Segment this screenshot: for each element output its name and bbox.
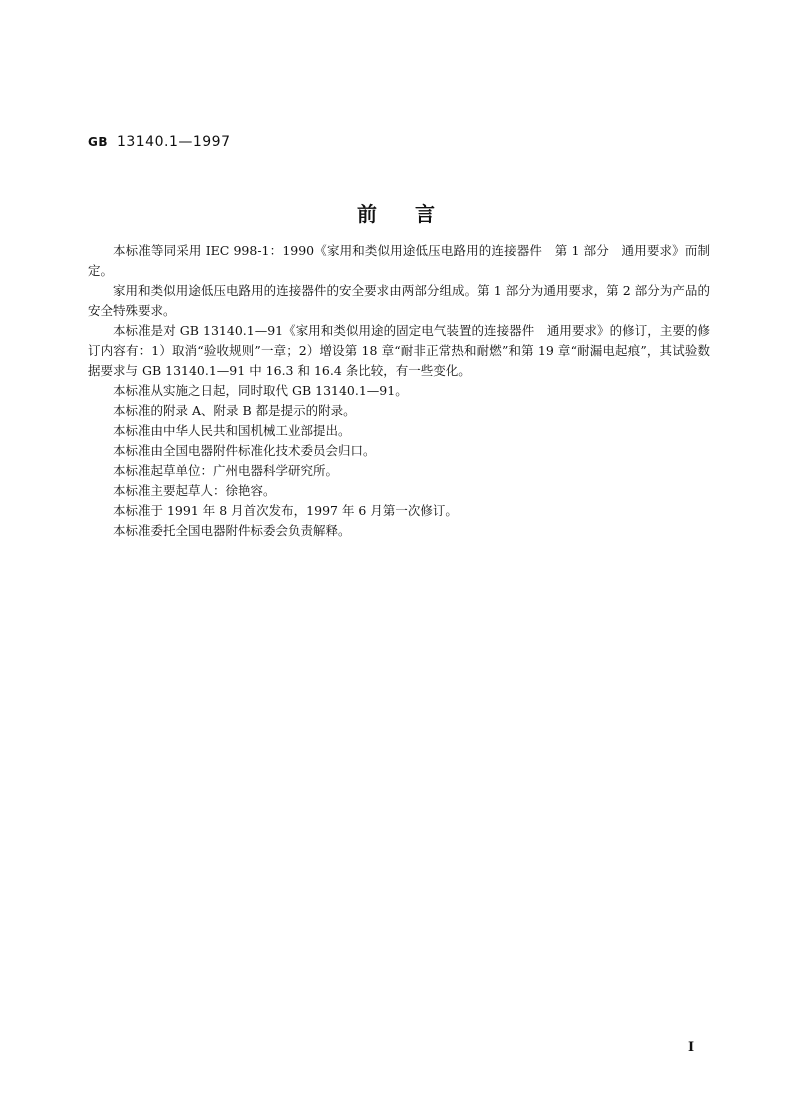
paragraph: 本标准由全国电器附件标准化技术委员会归口。 [113,443,376,458]
document-header [88,134,230,150]
foreword-body [88,241,710,541]
page-title: 前言 [357,202,473,226]
paragraph: 家用和类似用途低压电路用的连接器件的安全要求由两部分组成。第 1 部分为通用要求，第 2 部分为产品的安全特殊要求。 [88,283,710,318]
paragraph: 本标准由中华人民共和国机械工业部提出。 [113,423,351,438]
paragraph: 本标准从实施之日起，同时取代 GB 13140.1—91。 [113,383,408,398]
paragraph: 本标准等同采用 IEC 998-1：1990《家用和类似用途低压电路用的连接器件 第 1 部分 通用要求》而制定。 [88,243,710,278]
paragraph: 本标准委托全国电器附件标委会负责解释。 [113,523,351,538]
page-number: I [688,1040,695,1055]
paragraph: 本标准起草单位：广州电器科学研究所。 [113,463,339,478]
paragraph: 本标准的附录 A、附录 B 都是提示的附录。 [113,403,356,418]
paragraph: 本标准是对 GB 13140.1—91《家用和类似用途的固定电气装置的连接器件 通用要求》的修订，主要的修订内容有：1）取消“验收规则”一章；2）增设第 18 章“耐非正常热和耐燃”和第 19 章“耐漏电起痕”，其试验数据要求与 GB 13140.1—91 中 16.3 和 16.4 条比较，有一些变化。 [88,323,710,378]
standard-number: 13140.1—1997 [116,134,231,150]
paragraph: 本标准主要起草人：徐艳容。 [113,483,276,498]
paragraph: 本标准于 1991 年 8 月首次发布，1997 年 6 月第一次修订。 [113,503,458,518]
standard-code: GB [88,135,108,149]
